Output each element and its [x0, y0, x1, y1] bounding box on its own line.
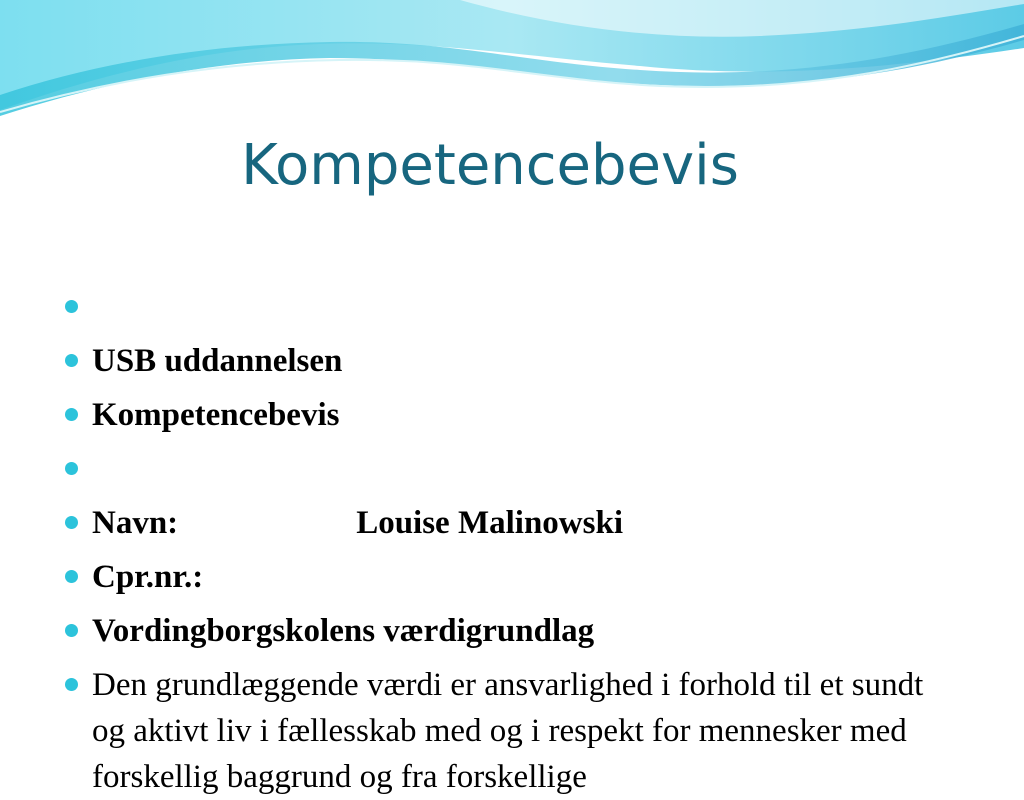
bullet-text: USB uddannelsen: [92, 343, 343, 379]
bullet-item-paragraph: [62, 658, 962, 800]
bullet-dot: [65, 462, 78, 475]
bullet-dot: [65, 408, 78, 421]
bullet-item-empty-1: [62, 280, 962, 334]
bullet-text: Den grundlæggende værdi er ansvarlighed i forhold til et sundt og aktivt liv i fællesskab med og i respekt for mennesker med forskellig baggrund og fra forskellige: [92, 667, 924, 795]
bullet-text: Vordingborgskolens værdigrundlag: [92, 613, 595, 649]
bullet-item-kompetencebevis: [62, 388, 962, 442]
bullet-item-usb: [62, 334, 962, 388]
bullet-dot: [65, 354, 78, 367]
bullet-list: [62, 280, 962, 800]
bullet-text: Kompetencebevis: [92, 397, 340, 433]
bullet-item-vaerdigrundlag: [62, 604, 962, 658]
bullet-dot: [65, 678, 78, 691]
bullet-item-navn: [62, 496, 962, 550]
navn-label: Navn:: [92, 505, 179, 541]
slide-title: Kompetencebevis: [241, 133, 739, 198]
bullet-item-cpr: [62, 550, 962, 604]
wave-decoration: [0, 0, 1024, 130]
bullet-dot: [65, 300, 78, 313]
bullet-dot: [65, 570, 78, 583]
bullet-item-empty-2: [62, 442, 962, 496]
bullet-text: Cpr.nr.:: [92, 559, 204, 595]
bullet-dot: [65, 624, 78, 637]
navn-value: Louise Malinowski: [356, 505, 623, 541]
bullet-dot: [65, 516, 78, 529]
